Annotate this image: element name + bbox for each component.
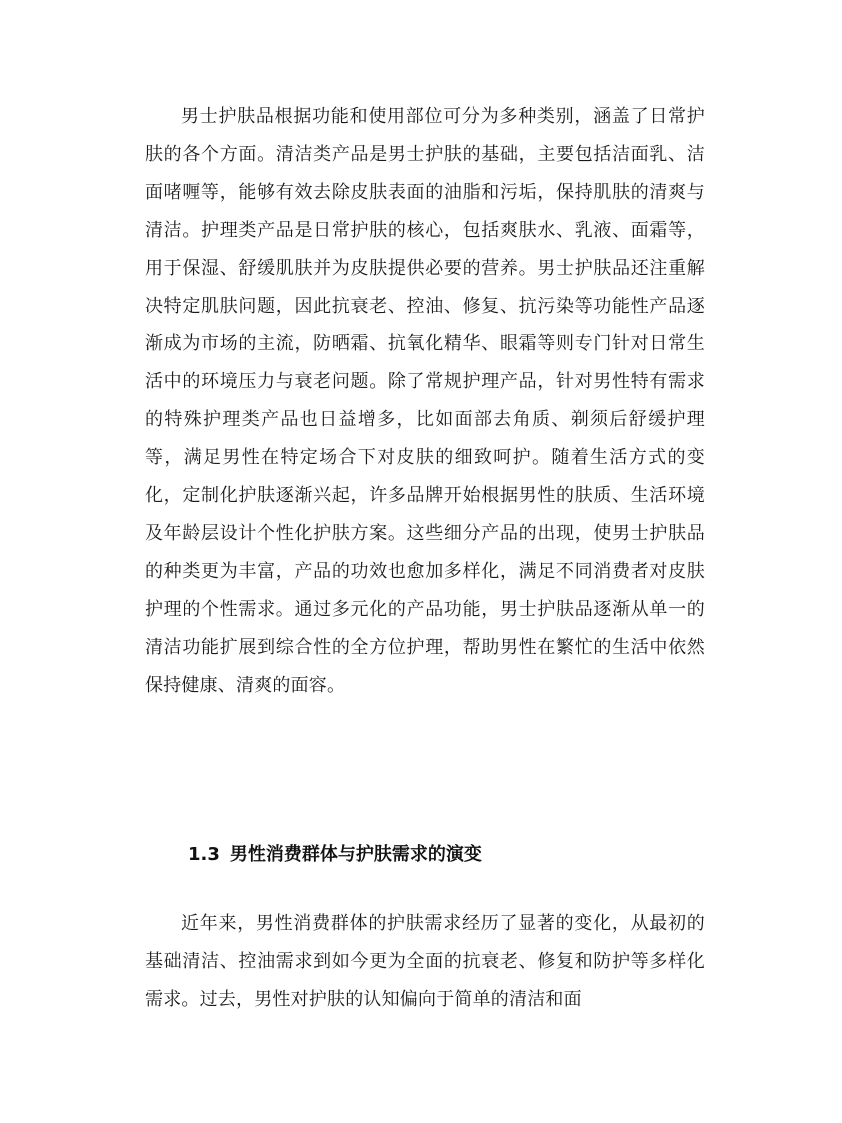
- section-heading: [188, 838, 482, 872]
- body-paragraph: 近年来，男性消费群体的护肤需求经历了显著的变化，从最初的基础清洁、控油需求到如今更为全面的抗衰老、修复和防护等多样化需求。过去，男性对护肤的认知偏向于简单的清洁和面: [145, 913, 705, 1010]
- body-paragraph: 男士护肤品根据功能和使用部位可分为多种类别，涵盖了日常护肤的各个方面。清洁类产品是男士护肤的基础，主要包括洁面乳、洁面啫喱等，能够有效去除皮肤表面的油脂和污垢，保持肌肤的清爽与清洁。护理类产品是日常护肤的核心，包括爽肤水、乳液、面霜等，用于保湿、舒缓肌肤并为皮肤提供必要的营养。男士护肤品还注重解决特定肌肤问题，因此抗衰老、控油、修复、抗污染等功能性产品逐渐成为市场的主流，防晒霜、抗氧化精华、眼霜等则专门针对日常生活中的环境压力与衰老问题。除了常规护理产品，针对男性特有需求的特殊护理类产品也日益增多，比如面部去角质、剃须后舒缓护理等，满足男性在特定场合下对皮肤的细致呵护。随着生活方式的变化，定制化护肤逐渐兴起，许多品牌开始根据男性的肤质、生活环境及年龄层设计个性化护肤方案。这些细分产品的出现，使男士护肤品的种类更为丰富，产品的功效也愈加多样化，满足不同消费者对皮肤护理的个性需求。通过多元化的产品功能，男士护肤品逐渐从单一的清洁功能扩展到综合性的全方位护理，帮助男性在繁忙的生活中依然保持健康、清爽的面容。: [145, 106, 705, 696]
- section-number: 1.3: [188, 844, 220, 865]
- section-title: 男性消费群体与护肤需求的演变: [229, 844, 482, 865]
